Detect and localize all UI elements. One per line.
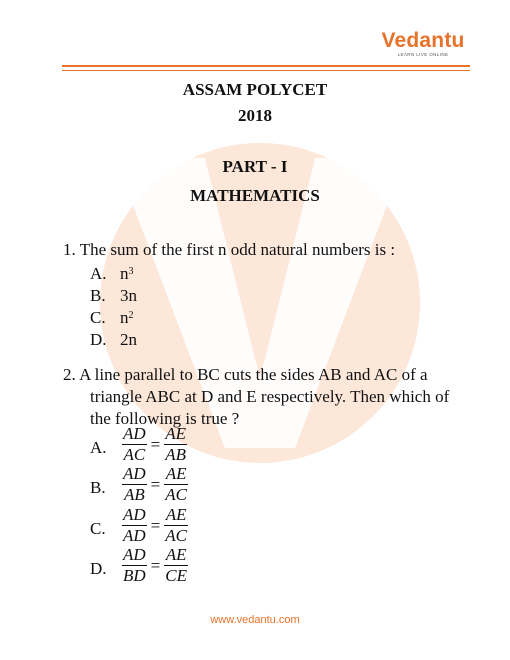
part-heading: PART - I bbox=[222, 157, 288, 176]
question-1 bbox=[63, 239, 395, 261]
q1-option-b: 3n bbox=[120, 286, 137, 305]
q2-option-label: A. bbox=[90, 438, 107, 457]
question-2-line-2: triangle ABC at D and E respectively. Then which of bbox=[90, 387, 450, 406]
q2-option-label: D. bbox=[90, 559, 107, 578]
question-number: 1. bbox=[63, 240, 76, 259]
question-2-line-3: the following is true ? bbox=[90, 409, 240, 428]
logo-tagline: LEARN LIVE ONLINE bbox=[397, 52, 449, 57]
exam-year: 2018 bbox=[238, 106, 272, 125]
q1-option-a: $n^3$ bbox=[120, 264, 134, 283]
vedantu-logo bbox=[380, 30, 466, 58]
q1-option-label: A. bbox=[90, 264, 107, 283]
q2-option-c: $\frac{AD}{AD}$ = $\frac{AE}{AC}$ bbox=[123, 505, 187, 545]
q2-option-a: $\frac{AD}{AC}$ = $\frac{AE}{AB}$ bbox=[123, 424, 187, 464]
q2-option-d: $\frac{AD}{BD}$ = $\frac{AE}{CE}$ bbox=[123, 545, 187, 585]
logo-wordmark: Vedantu bbox=[381, 29, 465, 52]
q1-option-label: D. bbox=[90, 330, 107, 349]
question-text: A line parallel to BC cuts the sides AB and AC of a bbox=[79, 365, 428, 384]
q2-option-b: $\frac{AD}{AB}$ = $\frac{AE}{AC}$ bbox=[123, 464, 187, 504]
header-rule-thick bbox=[62, 65, 470, 67]
question-number: 2. bbox=[63, 365, 76, 384]
exam-title: ASSAM POLYCET bbox=[182, 80, 328, 99]
question-2-line-1 bbox=[63, 364, 428, 386]
footer-url: www.vedantu.com bbox=[210, 614, 300, 626]
header-rule-thin bbox=[62, 70, 470, 71]
q1-option-c: $n^2$ bbox=[120, 308, 134, 327]
q2-option-label: C. bbox=[90, 519, 106, 538]
subject-heading: MATHEMATICS bbox=[190, 186, 320, 205]
q2-option-label: B. bbox=[90, 478, 106, 497]
question-text: The sum of the first n odd natural numbers is : bbox=[79, 240, 396, 259]
q1-option-label: C. bbox=[90, 308, 106, 327]
q1-option-d: 2n bbox=[120, 330, 137, 349]
q1-option-label: B. bbox=[90, 286, 106, 305]
